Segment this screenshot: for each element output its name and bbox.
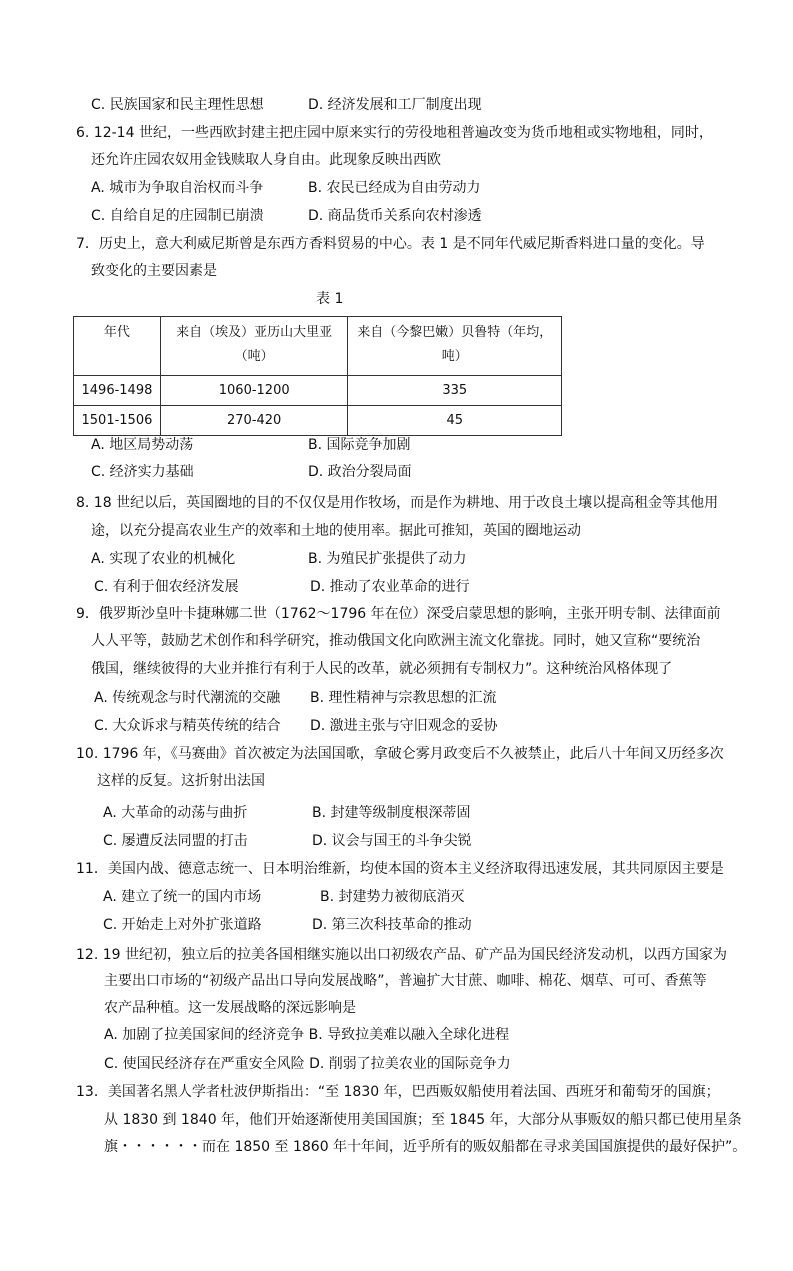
q10-option-b: B. 封建等级制度根深蒂固 [312, 805, 471, 821]
q9-option-d: D. 激进主张与守旧观念的妥协 [310, 718, 498, 734]
q6-option-c: C. 自给自足的庄园制已崩溃 [91, 208, 264, 224]
q10-option-c: C. 屡遭反法同盟的打击 [103, 833, 248, 849]
q7-option-d: D. 政治分裂局面 [308, 464, 412, 480]
q8-option-b: B. 为殖民扩张提供了动力 [308, 551, 467, 567]
q12-stem-line3: 农产品种植。这一发展战略的深远影响是 [104, 1000, 356, 1016]
q6-stem-line1: 6. 12-14 世纪，一些西欧封建主把庄园中原来实行的劳役地租普遍改变为货币地租或实物地租，同时， [76, 125, 713, 141]
q8-option-a: A. 实现了农业的机械化 [91, 551, 236, 567]
q9-option-a: A. 传统观念与时代潮流的交融 [94, 690, 281, 706]
q6-option-d: D. 商品货币关系向农村渗透 [308, 208, 482, 224]
q10-stem-line2: 这样的反复。这折射出法国 [97, 773, 265, 789]
q9-stem-line1: 9．俄罗斯沙皇叶卡捷琳娜二世（1762～1796 年在位）深受启蒙思想的影响，主张开明专制、法律面前 [76, 606, 721, 622]
q6-stem-line2: 还允许庄园农奴用金钱赎取人身自由。此现象反映出西欧 [91, 152, 441, 168]
q7-stem-line1: 7．历史上，意大利威尼斯曾是东西方香料贸易的中心。表 1 是不同年代威尼斯香料进口量的变化。导 [76, 236, 705, 252]
q9-stem-line3: 俄国，继续彼得的大业并推行有利于人民的改革，就必须拥有专制权力”。这种统治风格体现了 [91, 661, 673, 677]
q12-stem-line1: 12. 19 世纪初，独立后的拉美各国相继实施以出口初级农产品、矿产品为国民经济发动机，以西方国家为 [76, 947, 727, 963]
q8-stem-line2: 途，以充分提高农业生产的效率和土地的使用率。据此可推知，英国的圈地运动 [91, 523, 581, 539]
q8-option-c: C. 有利于佃农经济发展 [94, 579, 239, 595]
q6-option-b: B. 农民已经成为自由劳动力 [308, 180, 481, 196]
table-cell: 1496-1498 [74, 376, 161, 406]
q11-option-c: C. 开始走上对外扩张道路 [103, 917, 262, 933]
table-header-cell: 来自（今黎巴嫩）贝鲁特（年均，吨） [348, 317, 562, 376]
q7-stem-line2: 致变化的主要因素是 [91, 263, 217, 279]
q9-stem-line2: 人人平等，鼓励艺术创作和科学研究，推动俄国文化向欧洲主流文化靠拢。同时，她又宣称“要统治 [91, 633, 701, 649]
q11-option-d: D. 第三次科技革命的推动 [312, 917, 472, 933]
table-cell: 335 [348, 376, 562, 406]
q9-option-b: B. 理性精神与宗教思想的汇流 [310, 690, 497, 706]
q5-option-c: C. 民族国家和民主理性思想 [91, 97, 264, 113]
q12-options-cd: C. 使国民经济存在严重安全风险 D. 削弱了拉美农业的国际竞争力 [104, 1056, 511, 1072]
q11-option-b: B. 封建势力被彻底消灭 [320, 889, 465, 905]
q6-option-a: A. 城市为争取自治权而斗争 [91, 180, 264, 196]
q13-stem-line3: 旗・・・・・・而在 1850 至 1860 年十年间，近乎所有的贩奴船都在寻求美国国旗提供的最好保护”。 [104, 1139, 747, 1155]
q7-table-title: 表 1 [316, 291, 344, 307]
q12-options-ab: A. 加剧了拉美国家间的经济竞争 B. 导致拉美难以融入全球化进程 [104, 1027, 510, 1043]
q8-option-d: D. 推动了农业革命的进行 [310, 579, 470, 595]
q7-table [73, 316, 562, 436]
q11-stem-line1: 11．美国内战、德意志统一、日本明治维新，均使本国的资本主义经济取得迅速发展，其共同原因主要是 [76, 861, 724, 877]
q7-option-a: A. 地区局势动荡 [91, 437, 194, 453]
table-cell: 1060-1200 [160, 376, 348, 406]
q13-stem-line2: 从 1830 到 1840 年，他们开始逐渐使用美国国旗；至 1845 年，大部分从事贩奴的船只都已使用星条 [104, 1112, 742, 1128]
table-cell: 45 [348, 406, 562, 436]
q7-option-c: C. 经济实力基础 [91, 464, 194, 480]
q10-option-d: D. 议会与国王的斗争尖锐 [312, 833, 472, 849]
table-header-cell: 年代 [74, 317, 161, 376]
q8-stem-line1: 8. 18 世纪以后，英国圈地的目的不仅仅是用作牧场，而是作为耕地、用于改良土壤以提高租金等其他用 [76, 495, 719, 511]
q10-option-a: A. 大革命的动荡与曲折 [103, 805, 248, 821]
q13-stem-line1: 13．美国著名黑人学者杜波伊斯指出：“至 1830 年，巴西贩奴船使用着法国、西班牙和葡萄牙的国旗； [76, 1084, 720, 1100]
table-cell: 1501-1506 [74, 406, 161, 436]
q7-option-b: B. 国际竞争加剧 [308, 437, 411, 453]
q12-stem-line2: 主要出口市场的“初级产品出口导向发展战略”，普遍扩大甘蔗、咖啡、棉花、烟草、可可、香蕉等 [104, 973, 707, 989]
q9-option-c: C. 大众诉求与精英传统的结合 [94, 718, 281, 734]
q11-option-a: A. 建立了统一的国内市场 [103, 889, 262, 905]
table-header-cell: 来自（埃及）亚历山大里亚（吨） [160, 317, 348, 376]
q5-option-d: D. 经济发展和工厂制度出现 [308, 97, 482, 113]
table-cell: 270-420 [160, 406, 348, 436]
q10-stem-line1: 10. 1796 年，《马赛曲》首次被定为法国国歌，拿破仑雾月政变后不久被禁止，此后八十年间又历经多次 [76, 746, 724, 762]
